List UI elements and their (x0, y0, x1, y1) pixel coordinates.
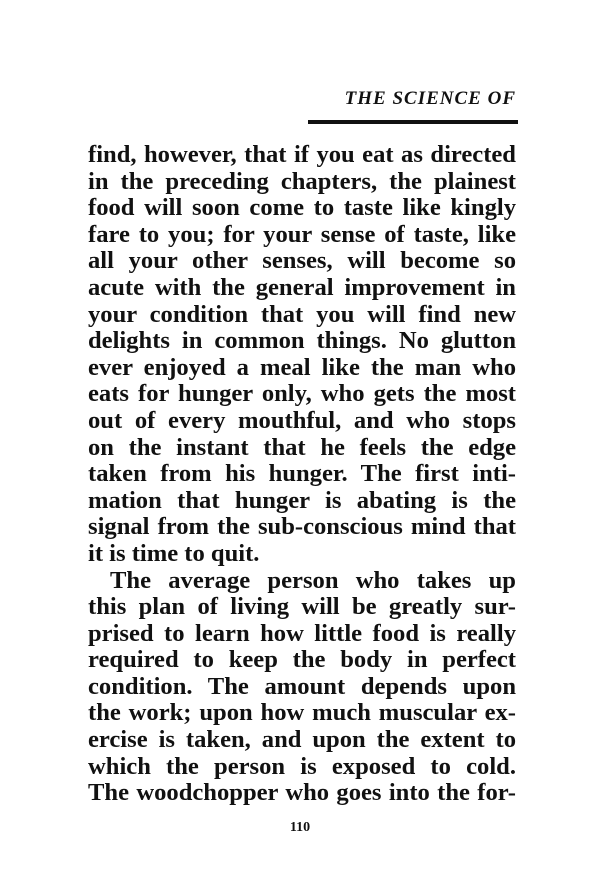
text-line: eats for hunger only, who gets the most (88, 380, 516, 408)
text-line: the work; upon how much muscular ex- (88, 699, 516, 727)
text-line: condition. The amount depends upon (88, 672, 516, 700)
text-line: out of every mouthful, and who stops (88, 406, 516, 434)
page-number: 110 (289, 820, 311, 835)
text-line: fare to you; for your sense of taste, like (88, 220, 516, 248)
text-line: on the instant that he feels the edge (88, 433, 516, 461)
text-line: food will soon come to taste like kingly (88, 194, 516, 222)
text-line: it is time to quit. (88, 539, 260, 567)
header-rule (308, 120, 518, 124)
text-line: find, however, that if you eat as directed (88, 141, 516, 168)
text-line: mation that hunger is abating is the (88, 486, 516, 514)
text-line: all your other senses, will become so (88, 247, 516, 275)
text-line: taken from his hunger. The first inti- (88, 460, 516, 488)
text-line: The woodchopper who goes into the for- (88, 779, 516, 807)
text-line: The average person who takes up (110, 566, 516, 594)
text-line: which the person is exposed to cold. (88, 752, 516, 780)
text-line: your condition that you will find new (88, 300, 516, 328)
text-line: ercise is taken, and upon the extent to (88, 726, 516, 754)
text-line: ever enjoyed a meal like the man who (88, 353, 516, 381)
running-header: THE SCIENCE OF (344, 88, 516, 109)
text-line: acute with the general improvement in (88, 273, 516, 301)
text-line: delights in common things. No glutton (88, 327, 516, 355)
text-line: signal from the sub-conscious mind that (88, 513, 516, 541)
text-line: prised to learn how little food is really (88, 619, 516, 647)
text-line: required to keep the body in perfect (88, 646, 516, 674)
body-text (88, 142, 516, 807)
text-line: in the preceding chapters, the plainest (88, 167, 516, 195)
text-line: this plan of living will be greatly sur- (88, 593, 516, 621)
